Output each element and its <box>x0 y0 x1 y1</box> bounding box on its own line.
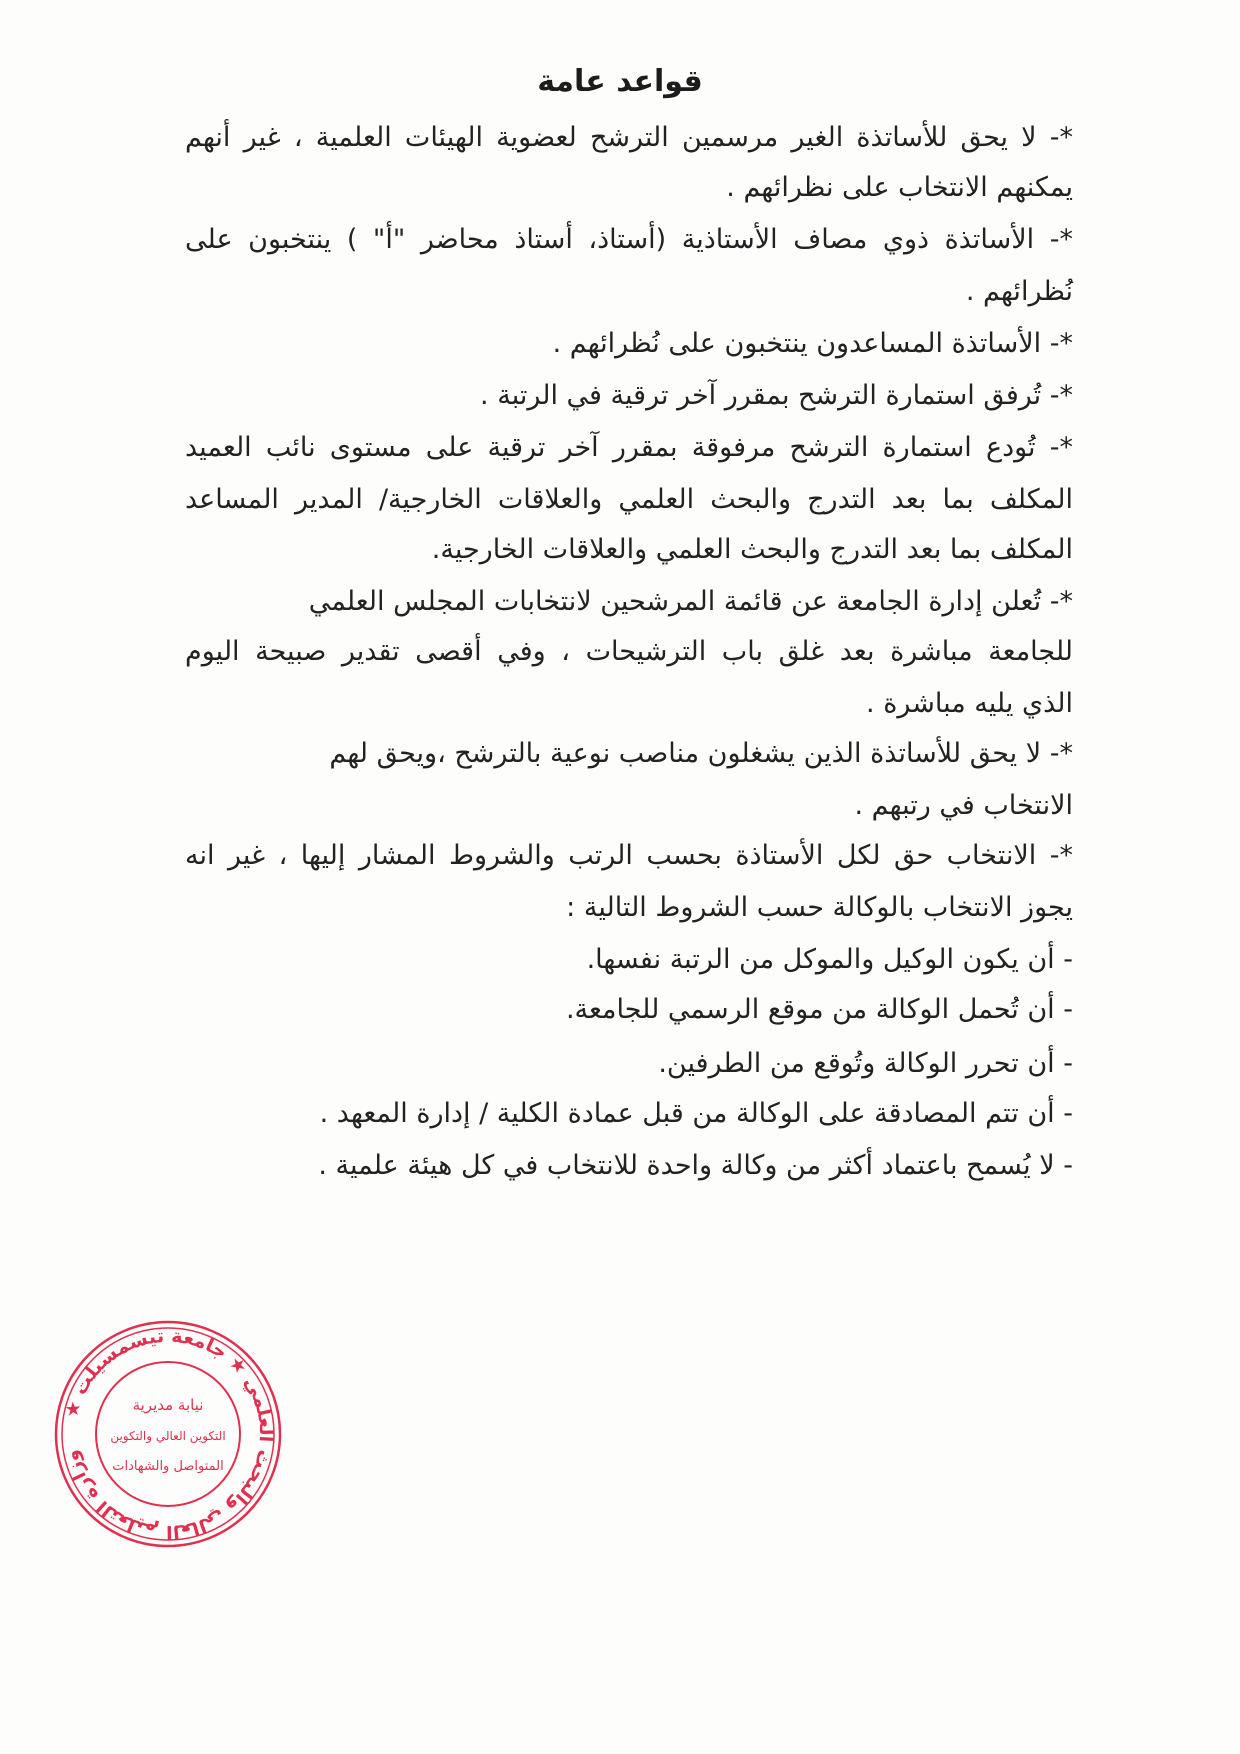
stamp-inner-line: التكوين العالي والتكوين <box>110 1429 226 1443</box>
stamp-inner-line: المتواصل والشهادات <box>112 1459 224 1474</box>
text-line: *- الانتخاب حق لكل الأستاذة بحسب الرتب والشروط المشار إليها ، غير انه <box>185 840 1073 871</box>
text-line: *- تُرفق استمارة الترشح بمقرر آخر ترقية في الرتبة . <box>480 380 1073 411</box>
text-line: - لا يُسمح باعتماد أكثر من وكالة واحدة للانتخاب في كل هيئة علمية . <box>318 1150 1073 1181</box>
text-line: *- تُودع استمارة الترشح مرفوقة بمقرر آخر ترقية على مستوى نائب العميد <box>185 432 1073 463</box>
stamp-outer-text: وزارة التعليم العالي والبحث العلمي ★ جامعة تيسمسيلت ★ <box>60 1324 278 1544</box>
text-line: الانتخاب في رتبهم . <box>854 790 1073 821</box>
text-line: المكلف بما بعد التدرج والبحث العلمي والعلاقات الخارجية. <box>431 534 1073 565</box>
text-line: الذي يليه مباشرة . <box>866 688 1073 719</box>
text-line: *- لا يحق للأساتذة الغير مرسمين الترشح لعضوية الهيئات العلمية ، غير أنهم <box>185 122 1073 153</box>
text-line: - أن تتم المصادقة على الوكالة من قبل عمادة الكلية / إدارة المعهد . <box>319 1098 1073 1129</box>
official-stamp <box>52 1318 284 1550</box>
text-line: للجامعة مباشرة بعد غلق باب الترشيحات ، وفي أقصى تقدير صبيحة اليوم <box>185 636 1073 667</box>
stamp-seal-icon <box>52 1318 284 1550</box>
text-line: *- تُعلن إدارة الجامعة عن قائمة المرشحين لانتخابات المجلس العلمي <box>308 586 1073 617</box>
text-line: يمكنهم الانتخاب على نظرائهم . <box>726 172 1073 203</box>
text-line: المكلف بما بعد التدرج والبحث العلمي والعلاقات الخارجية/ المدير المساعد <box>185 484 1073 515</box>
text-line: يجوز الانتخاب بالوكالة حسب الشروط التالية : <box>566 892 1073 923</box>
text-line: *- الأساتذة المساعدون ينتخبون على نُظرائهم . <box>552 328 1073 359</box>
text-line: *- الأساتذة ذوي مصاف الأستاذية (أستاذ، أستاذ محاضر "أ" ) ينتخبون على <box>185 224 1073 255</box>
stamp-inner-line: نيابة مديرية <box>132 1396 204 1414</box>
document-title: قواعد عامة <box>537 64 703 99</box>
text-line: - أن تحرر الوكالة وتُوقع من الطرفين. <box>658 1048 1073 1079</box>
text-line: نُظرائهم . <box>965 276 1073 307</box>
text-line: - أن يكون الوكيل والموكل من الرتبة نفسها. <box>586 944 1073 975</box>
text-line: *- لا يحق للأساتذة الذين يشغلون مناصب نوعية بالترشح ،ويحق لهم <box>329 738 1073 769</box>
text-line: - أن تُحمل الوكالة من موقع الرسمي للجامعة. <box>565 994 1073 1025</box>
